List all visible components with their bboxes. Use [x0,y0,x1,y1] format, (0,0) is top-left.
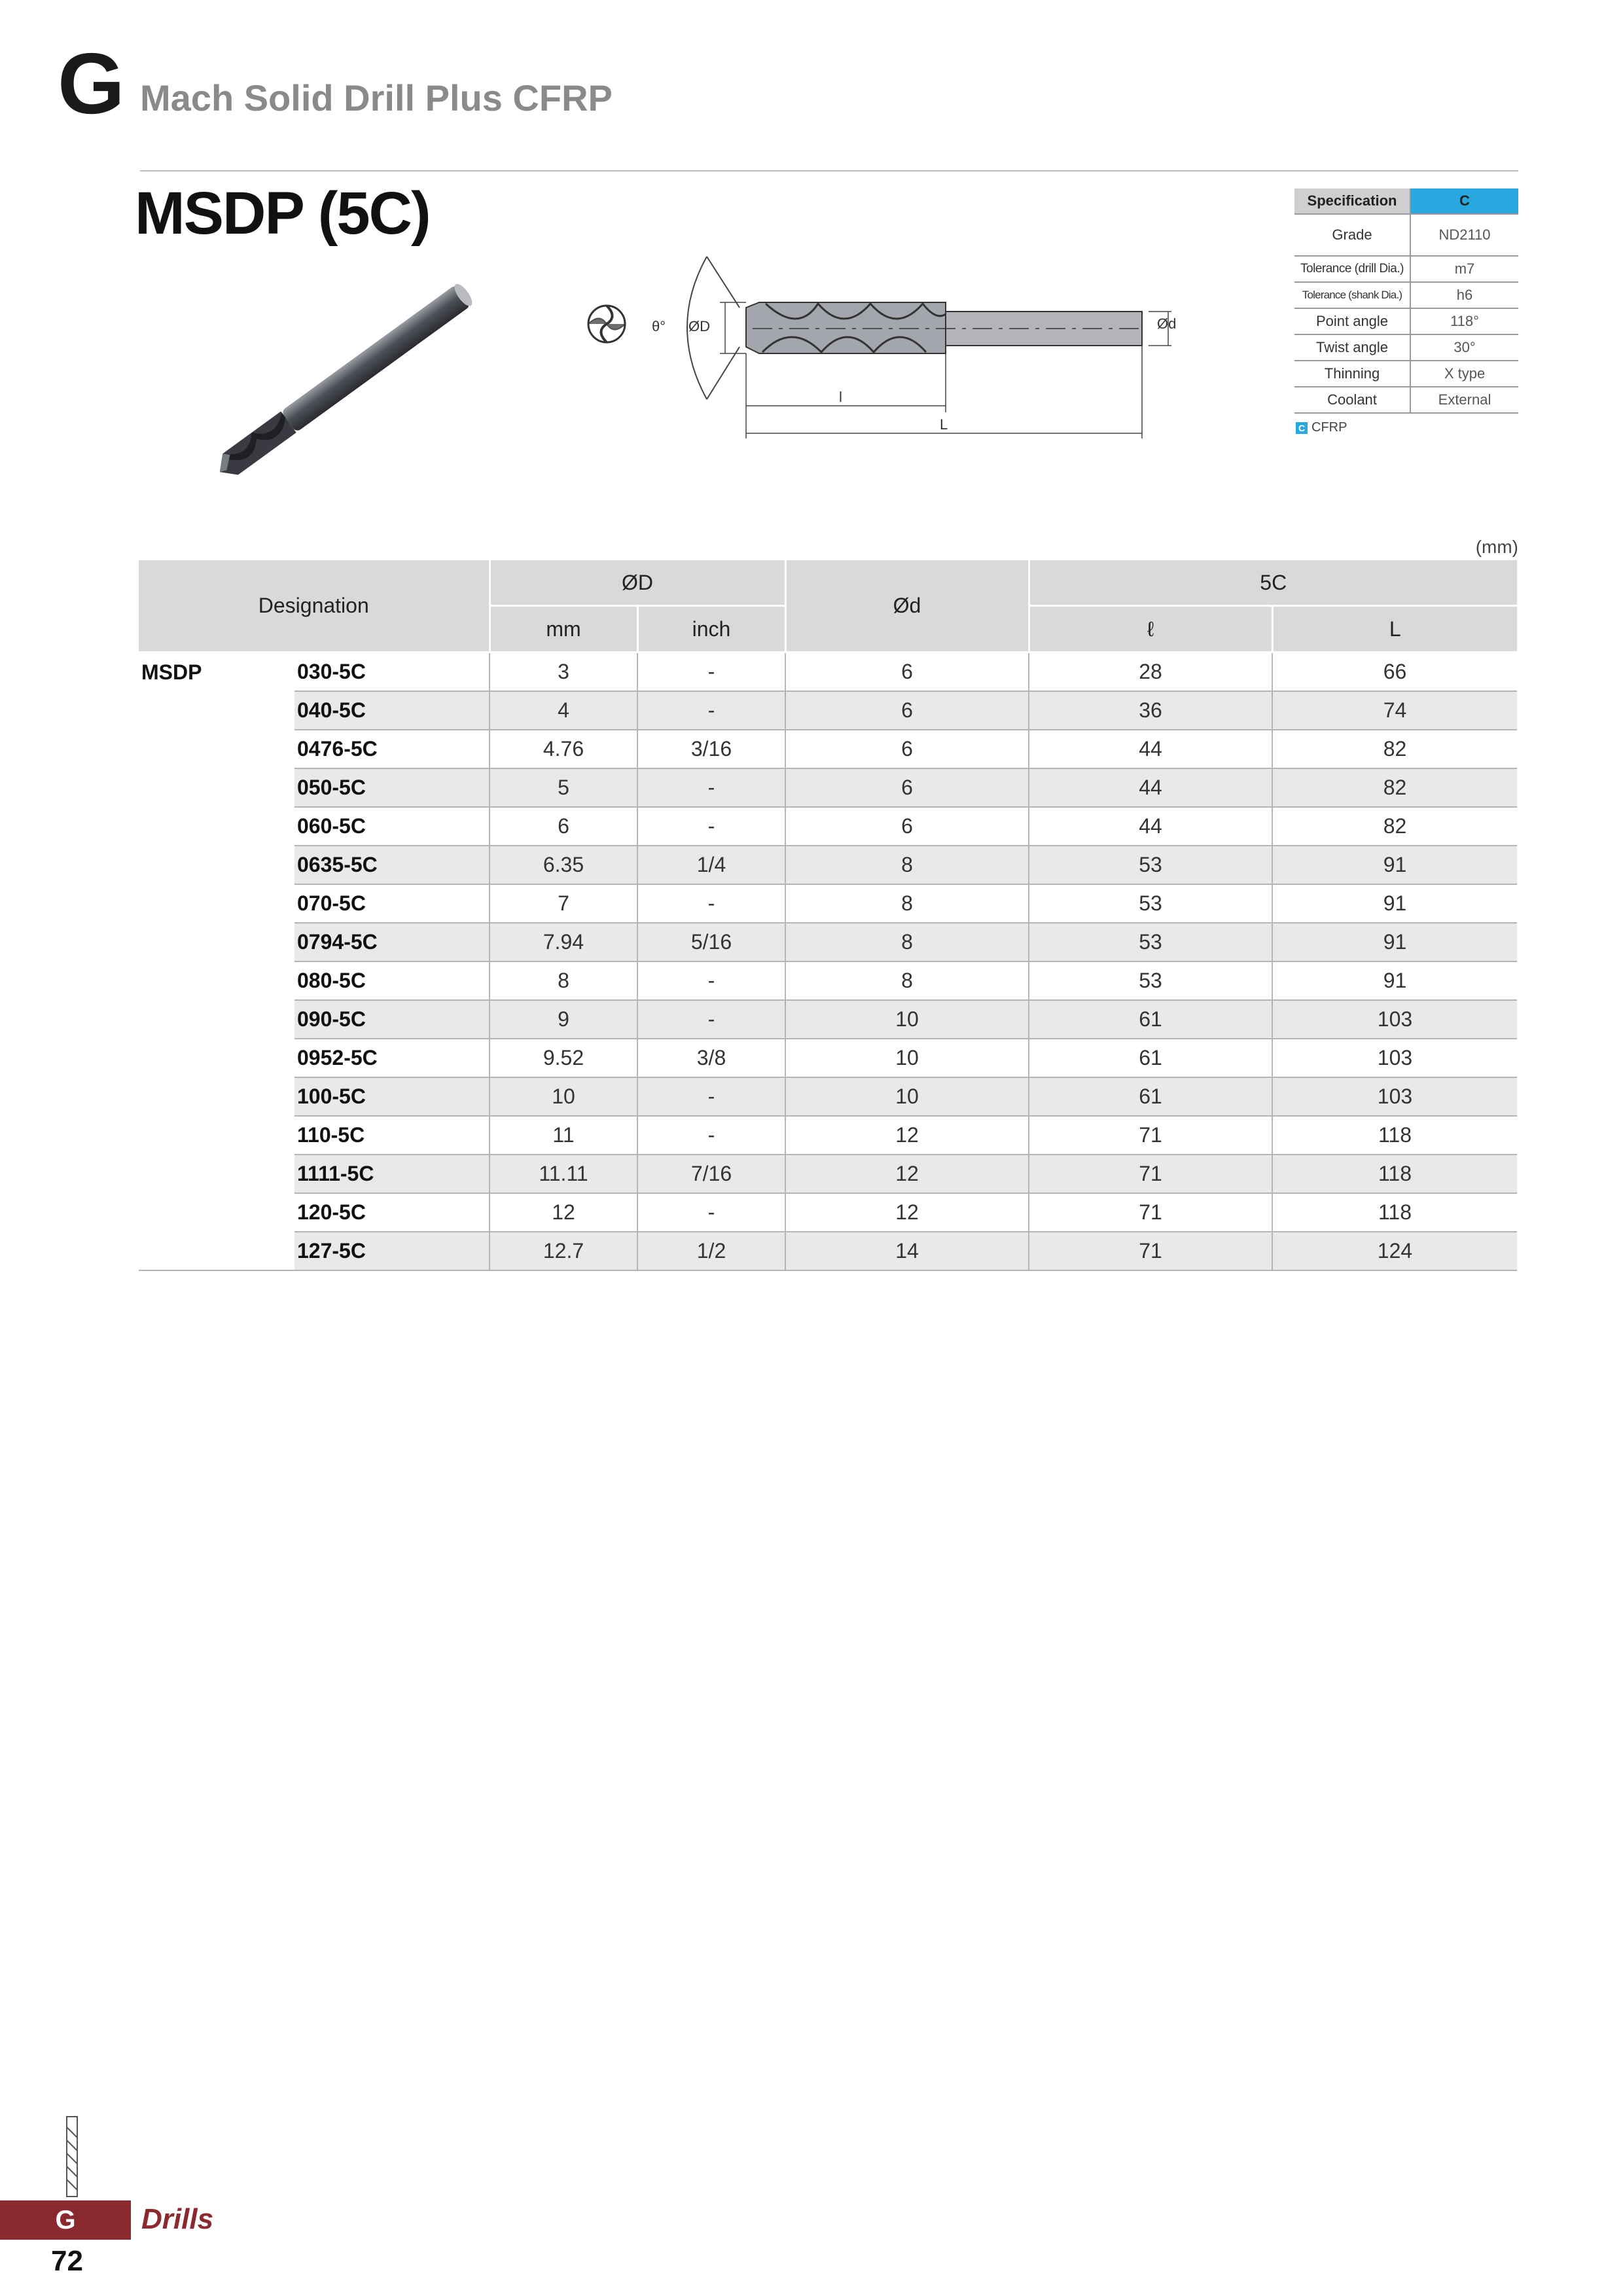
flute-length-cell: 71 [1029,1193,1272,1232]
header-group-5c: 5C [1029,560,1517,606]
overall-length-cell: 66 [1272,653,1517,692]
table-row [139,1077,1517,1116]
flute-length-cell: 44 [1029,807,1272,846]
section-title: Mach Solid Drill Plus CFRP [140,77,613,118]
dia-mm-cell: 7 [490,884,637,923]
spec-row-label: Grade [1294,214,1410,256]
dia-inch-cell: 7/16 [637,1155,785,1193]
legend-text: CFRP [1311,420,1347,435]
shank-dia-cell: 10 [785,1000,1029,1039]
spec-row [1294,214,1518,256]
dia-inch-cell: 1/4 [637,846,785,884]
spec-table [1294,188,1518,414]
overall-length-cell: 118 [1272,1155,1517,1193]
flute-length-cell: 61 [1029,1000,1272,1039]
dia-inch-cell: - [637,961,785,1000]
table-row [139,923,1517,961]
series-cell [139,1077,294,1116]
overall-length-cell: 74 [1272,691,1517,730]
shank-dia-cell: 8 [785,846,1029,884]
dia-mm-cell: 4 [490,691,637,730]
overall-length-cell: 118 [1272,1193,1517,1232]
series-cell [139,923,294,961]
series-cell [139,730,294,768]
dia-inch-cell: - [637,1000,785,1039]
spec-header-label: Specification [1294,188,1410,214]
header-dia-D: ØD [490,560,785,606]
shank-dia-cell: 8 [785,923,1029,961]
spec-row-label: Twist angle [1294,334,1410,361]
table-row [139,884,1517,923]
overall-length-cell: 91 [1272,961,1517,1000]
designation-cell: 080-5C [294,961,490,1000]
designation-cell: 0635-5C [294,846,490,884]
series-cell [139,691,294,730]
overall-length-cell: 82 [1272,807,1517,846]
designation-cell: 090-5C [294,1000,490,1039]
series-cell: MSDP [141,660,202,684]
flute-length-cell: 53 [1029,884,1272,923]
drill-product-image [177,288,517,471]
dia-mm-cell: 9.52 [490,1039,637,1077]
dia-mm-cell: 5 [490,768,637,807]
overall-length-cell: 103 [1272,1000,1517,1039]
header-mm: mm [490,606,637,653]
dia-inch-cell: - [637,768,785,807]
spec-row-value: External [1410,387,1518,413]
overall-length-cell: 82 [1272,730,1517,768]
spec-row [1294,334,1518,361]
shank-dia-cell: 6 [785,691,1029,730]
overall-length-cell: 91 [1272,846,1517,884]
designation-cell: 070-5C [294,884,490,923]
dia-d-label: Ød [1157,315,1177,332]
spec-row [1294,256,1518,282]
spec-row-label: Thinning [1294,361,1410,387]
series-cell [139,1116,294,1155]
dia-mm-cell: 9 [490,1000,637,1039]
shank-dia-cell: 6 [785,653,1029,692]
shank-dia-cell: 12 [785,1193,1029,1232]
designation-cell: 0952-5C [294,1039,490,1077]
dia-mm-cell: 12.7 [490,1232,637,1270]
designation-cell: 060-5C [294,807,490,846]
table-row [139,1155,1517,1193]
dia-mm-cell: 10 [490,1077,637,1116]
flute-length-cell: 71 [1029,1155,1272,1193]
overall-length-cell: 82 [1272,768,1517,807]
designation-cell: 030-5C [294,653,490,692]
spec-row-value: h6 [1410,282,1518,308]
dia-inch-cell: - [637,884,785,923]
overall-length-cell: 124 [1272,1232,1517,1270]
angle-label: θ° [652,318,666,334]
legend-swatch: C [1296,422,1308,434]
flute-length-cell: 71 [1029,1116,1272,1155]
series-cell [139,846,294,884]
shank-dia-cell: 6 [785,807,1029,846]
overall-length-label: L [940,416,948,433]
spec-row-value: m7 [1410,256,1518,282]
shank-dia-cell: 12 [785,1155,1029,1193]
shank-dia-cell: 10 [785,1077,1029,1116]
flute-length-cell: 53 [1029,846,1272,884]
dia-inch-cell: 3/8 [637,1039,785,1077]
designation-cell: 100-5C [294,1077,490,1116]
spec-legend [1296,420,1347,435]
shank-dia-cell: 8 [785,884,1029,923]
overall-length-cell: 91 [1272,923,1517,961]
series-cell [139,768,294,807]
table-row [139,1039,1517,1077]
flute-length-cell: 53 [1029,961,1272,1000]
table-row [139,1232,1517,1270]
flute-length-cell: 36 [1029,691,1272,730]
table-row [139,1116,1517,1155]
footer-section-label: Drills [141,2203,214,2235]
designation-cell: 050-5C [294,768,490,807]
overall-length-cell: 103 [1272,1039,1517,1077]
table-body [139,653,1517,1271]
shank-dia-cell: 10 [785,1039,1029,1077]
designation-cell: 040-5C [294,691,490,730]
page-number: 72 [51,2245,83,2277]
dia-mm-cell: 6 [490,807,637,846]
dia-inch-cell: - [637,1116,785,1155]
spec-row-label: Coolant [1294,387,1410,413]
dia-inch-cell: - [637,653,785,692]
spec-row [1294,361,1518,387]
drill-dimension-drawing [648,249,1177,445]
overall-length-cell: 91 [1272,884,1517,923]
spec-row-value: X type [1410,361,1518,387]
spec-row-value: 118° [1410,308,1518,334]
designation-cell: 0476-5C [294,730,490,768]
table-row [139,846,1517,884]
dia-mm-cell: 11 [490,1116,637,1155]
spec-row [1294,308,1518,334]
spec-row-label: Tolerance (shank Dia.) [1294,282,1410,308]
header-flute-length: ℓ [1029,606,1272,653]
header-overall-length: L [1272,606,1517,653]
shank-dia-cell: 14 [785,1232,1029,1270]
dia-inch-cell: 3/16 [637,730,785,768]
dia-inch-cell: - [637,1077,785,1116]
dia-mm-cell: 11.11 [490,1155,637,1193]
dia-inch-cell: 1/2 [637,1232,785,1270]
spec-row-value: ND2110 [1410,214,1518,256]
series-cell [139,1155,294,1193]
series-cell [139,1232,294,1270]
dia-mm-cell: 3 [490,653,637,692]
dia-mm-cell: 7.94 [490,923,637,961]
unit-label: (mm) [1475,537,1518,557]
dia-inch-cell: - [637,691,785,730]
spec-row [1294,387,1518,413]
table-row [139,691,1517,730]
designation-cell: 110-5C [294,1116,490,1155]
designation-cell: 120-5C [294,1193,490,1232]
flute-length-cell: 71 [1029,1232,1272,1270]
series-cell [139,1000,294,1039]
designation-cell: 0794-5C [294,923,490,961]
table-row [139,961,1517,1000]
flute-length-cell: 61 [1029,1077,1272,1116]
series-cell [139,1039,294,1077]
table-row [139,807,1517,846]
header-dia-d: Ød [785,560,1029,653]
dia-inch-cell: - [637,807,785,846]
drill-footer-icon [59,2114,85,2199]
dia-mm-cell: 12 [490,1193,637,1232]
table-row [139,1193,1517,1232]
dia-mm-cell: 8 [490,961,637,1000]
flute-length-cell: 53 [1029,923,1272,961]
header-divider [140,170,1518,171]
flute-length-cell: 28 [1029,653,1272,692]
series-cell [139,961,294,1000]
spec-row [1294,282,1518,308]
dia-mm-cell: 6.35 [490,846,637,884]
table-row [139,730,1517,768]
series-cell [139,884,294,923]
spec-row-label: Point angle [1294,308,1410,334]
overall-length-cell: 103 [1272,1077,1517,1116]
shank-dia-cell: 6 [785,730,1029,768]
flute-length-label: l [839,389,842,405]
table-row [139,653,1517,692]
header-inch: inch [637,606,785,653]
flute-length-cell: 61 [1029,1039,1272,1077]
shank-dia-cell: 6 [785,768,1029,807]
footer-section-tab: G [0,2200,131,2240]
shank-dia-cell: 12 [785,1116,1029,1155]
header-designation: Designation [139,560,490,653]
dia-inch-cell: 5/16 [637,923,785,961]
designation-table [139,560,1517,1271]
series-cell [139,1193,294,1232]
shank-dia-cell: 8 [785,961,1029,1000]
flute-length-cell: 44 [1029,768,1272,807]
drill-front-view-icon [586,304,627,344]
table-row [139,768,1517,807]
flute-length-cell: 44 [1029,730,1272,768]
series-cell [139,807,294,846]
spec-header-row [1294,188,1518,214]
spec-header-grade-code: C [1410,188,1518,214]
overall-length-cell: 118 [1272,1116,1517,1155]
dia-inch-cell: - [637,1193,785,1232]
designation-cell: 1111-5C [294,1155,490,1193]
table-row [139,1000,1517,1039]
spec-row-label: Tolerance (drill Dia.) [1294,256,1410,282]
designation-cell: 127-5C [294,1232,490,1270]
dia-D-label: ØD [688,318,710,334]
section-letter: G [58,35,125,132]
product-title: MSDP (5C) [135,180,430,247]
spec-row-value: 30° [1410,334,1518,361]
dia-mm-cell: 4.76 [490,730,637,768]
